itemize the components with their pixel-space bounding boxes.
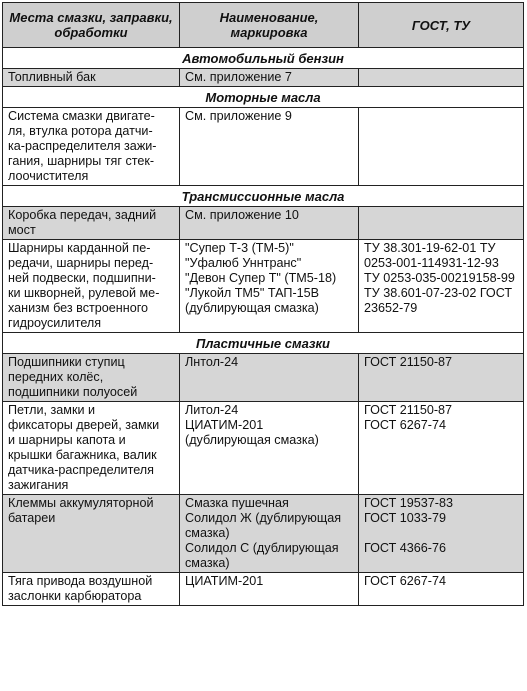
name-cell <box>180 108 359 186</box>
section-title: Моторные масла <box>3 87 524 108</box>
place-cell-line: Петли, замки и <box>8 403 96 417</box>
gost-cell-line: ТУ 0253-035-00219158-99 <box>364 271 515 285</box>
name-cell-line: ЦИАТИМ-201 <box>185 418 264 432</box>
gost-cell <box>359 573 524 606</box>
gost-cell-line: 23652-79 <box>364 301 418 315</box>
gost-cell-line: 0253-001-114931-12-93 <box>364 256 499 270</box>
table-row <box>3 240 524 333</box>
place-cell-line: ки шкворней, рулевой ме- <box>8 286 160 300</box>
place-cell <box>3 240 180 333</box>
name-cell-line: ЦИАТИМ-201 <box>185 574 264 588</box>
name-cell-line: См. приложение 7 <box>185 70 292 84</box>
place-cell-line: Подшипники ступиц <box>8 355 125 369</box>
place-cell-line: Коробка передач, задний <box>8 208 157 222</box>
gost-cell <box>359 108 524 186</box>
table-row <box>3 402 524 495</box>
gost-cell-line: ГОСТ 19537-83 <box>364 496 453 510</box>
gost-cell-line: ТУ 38.601-07-23-02 ГОСТ <box>364 286 513 300</box>
gost-cell <box>359 495 524 573</box>
place-cell-line: Шарниры карданной пе- <box>8 241 151 255</box>
name-cell <box>180 495 359 573</box>
gost-cell <box>359 402 524 495</box>
place-cell-line: заслонки карбюратора <box>8 589 142 603</box>
table-row <box>3 207 524 240</box>
header-gost: ГОСТ, ТУ <box>359 3 524 48</box>
place-cell <box>3 402 180 495</box>
section-title-row <box>3 333 524 354</box>
gost-cell-line: ТУ 38.301-19-62-01 ТУ <box>364 241 496 255</box>
name-cell-line: Смазка пушечная <box>185 496 289 510</box>
header-places: Места смазки, заправки, обработки <box>3 3 180 48</box>
place-cell-line: Топливный бак <box>8 70 96 84</box>
table-row <box>3 495 524 573</box>
place-cell-line: гидроусилителя <box>8 316 102 330</box>
gost-cell-line: ГОСТ 6267-74 <box>364 418 446 432</box>
name-cell-line: Солидол С (дублирующая <box>185 541 339 555</box>
name-cell-line: смазка) <box>185 526 230 540</box>
gost-cell-line: ГОСТ 21150-87 <box>364 403 453 417</box>
gost-cell-line <box>364 526 518 541</box>
place-cell <box>3 354 180 402</box>
name-cell-line: "Лукойл ТМ5" ТАП-15В <box>185 286 320 300</box>
place-cell-line: Система смазки двигате- <box>8 109 155 123</box>
name-cell-line: смазка) <box>185 556 230 570</box>
place-cell <box>3 495 180 573</box>
name-cell <box>180 573 359 606</box>
name-cell-line: Литол-24 <box>185 403 239 417</box>
place-cell <box>3 108 180 186</box>
table-body <box>3 48 524 606</box>
name-cell <box>180 354 359 402</box>
table-header-row <box>3 3 524 48</box>
name-cell-line: См. приложение 9 <box>185 109 292 123</box>
lubrication-table <box>2 2 524 606</box>
name-cell-line: "Супер Т-3 (ТМ-5)" <box>185 241 294 255</box>
place-cell-line: подшипники полуосей <box>8 385 138 399</box>
place-cell-line: ля, втулка ротора датчи- <box>8 124 153 138</box>
place-cell-line: ка-распределителя зажи- <box>8 139 157 153</box>
name-cell-line: "Уфалюб Уннтранс" <box>185 256 302 270</box>
name-cell <box>180 69 359 87</box>
place-cell-line: крышки багажника, валик <box>8 448 157 462</box>
place-cell-line: мост <box>8 223 36 237</box>
place-cell <box>3 573 180 606</box>
section-title-row <box>3 48 524 69</box>
table-row <box>3 573 524 606</box>
name-cell-line: (дублирующая смазка) <box>185 433 319 447</box>
place-cell-line: Тяга привода воздушной <box>8 574 153 588</box>
name-cell-line: (дублирующая смазка) <box>185 301 319 315</box>
place-cell-line: Клеммы аккумуляторной <box>8 496 154 510</box>
place-cell <box>3 207 180 240</box>
place-cell-line: батареи <box>8 511 56 525</box>
place-cell-line: фиксаторы дверей, замки <box>8 418 160 432</box>
name-cell-line: "Девон Супер Т" (ТМ5-18) <box>185 271 337 285</box>
table-row <box>3 354 524 402</box>
gost-cell-line: ГОСТ 1033-79 <box>364 511 446 525</box>
gost-cell-line: ГОСТ 4366-76 <box>364 541 446 555</box>
gost-cell-line: ГОСТ 6267-74 <box>364 574 446 588</box>
name-cell <box>180 207 359 240</box>
name-cell-line: Лнтол-24 <box>185 355 239 369</box>
place-cell-line: гания, шарниры тяг стек- <box>8 154 155 168</box>
place-cell-line: передних колёс, <box>8 370 104 384</box>
place-cell-line: ханизм без встроенного <box>8 301 149 315</box>
place-cell-line: датчика-распределителя <box>8 463 154 477</box>
table-row <box>3 69 524 87</box>
name-cell-line: Солидол Ж (дублирующая <box>185 511 342 525</box>
table-row <box>3 108 524 186</box>
name-cell <box>180 240 359 333</box>
gost-cell <box>359 207 524 240</box>
name-cell-line: См. приложение 10 <box>185 208 299 222</box>
gost-cell-line: ГОСТ 21150-87 <box>364 355 453 369</box>
section-title-row <box>3 87 524 108</box>
place-cell-line: лоочистителя <box>8 169 89 183</box>
header-name: Наименование, маркировка <box>180 3 359 48</box>
place-cell-line: зажигания <box>8 478 69 492</box>
section-title: Автомобильный бензин <box>3 48 524 69</box>
section-title: Трансмиссионные масла <box>3 186 524 207</box>
gost-cell <box>359 240 524 333</box>
place-cell-line: ней подвески, подшипни- <box>8 271 156 285</box>
section-title-row <box>3 186 524 207</box>
gost-cell <box>359 354 524 402</box>
section-title: Пластичные смазки <box>3 333 524 354</box>
place-cell-line: редачи, шарниры перед- <box>8 256 154 270</box>
gost-cell <box>359 69 524 87</box>
place-cell-line: и шарниры капота и <box>8 433 126 447</box>
place-cell <box>3 69 180 87</box>
name-cell <box>180 402 359 495</box>
